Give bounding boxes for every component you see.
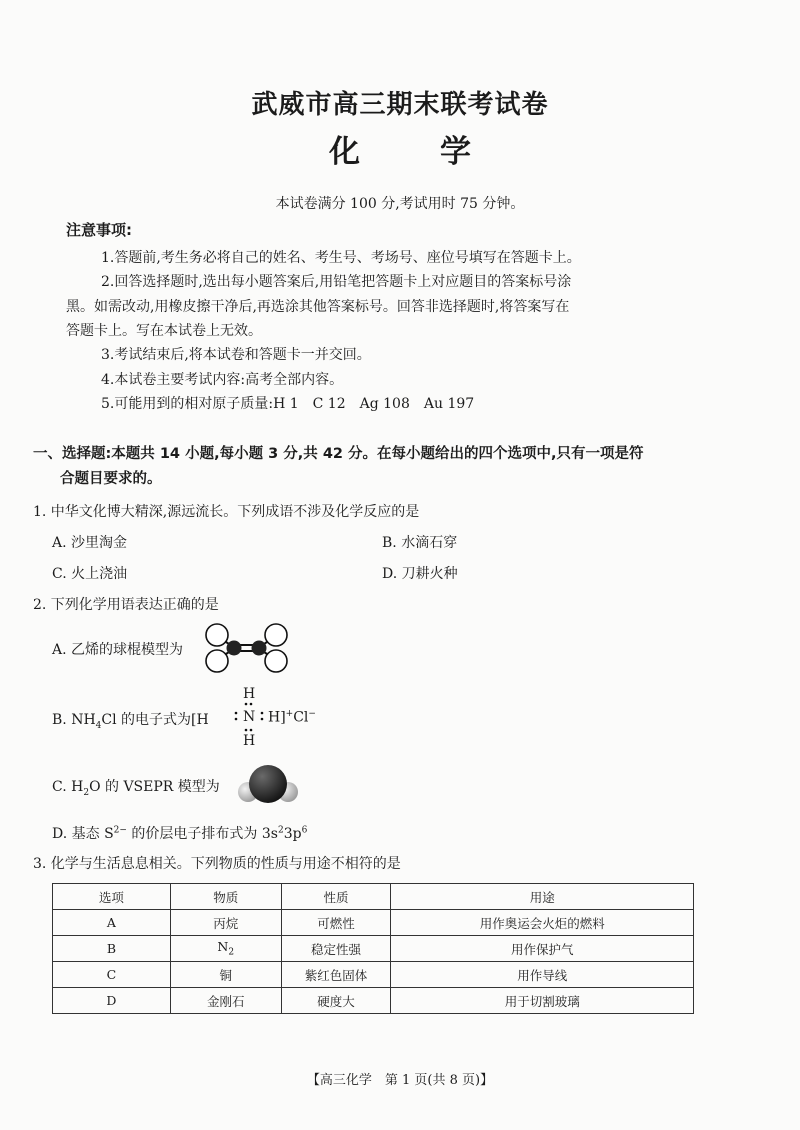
subject-char-2: 学 <box>440 134 471 170</box>
table-row <box>53 962 694 988</box>
note-item: 答题卡上。写在本试卷上无效。 <box>66 323 262 339</box>
q2-b-subscript: 4 <box>95 720 102 731</box>
subject-char-1: 化 <box>329 134 360 170</box>
ethylene-ball-stick-icon <box>201 622 293 674</box>
table-cell: 金刚石 <box>170 988 281 1014</box>
q2-d-sup3: 6 <box>301 825 308 836</box>
table-cell: 用作奥运会火炬的燃料 <box>391 910 694 936</box>
n2-main: N <box>217 939 229 955</box>
table-row <box>53 936 694 962</box>
q1-option-d: D. 刀耕火种 <box>382 566 458 582</box>
exam-title: 武威市高三期末联考试卷 <box>251 90 549 120</box>
question-1-stem: 1. 中华文化博大精深,源远流长。下列成语不涉及化学反应的是 <box>33 504 420 520</box>
table-cell: 用作导线 <box>391 962 694 988</box>
q2-b-prefix: B. NH <box>52 712 96 728</box>
note-item: 4.本试卷主要考试内容:高考全部内容。 <box>101 372 344 388</box>
table-header-row <box>53 884 694 910</box>
table-header: 性质 <box>281 884 391 910</box>
table-row <box>53 910 694 936</box>
table-header: 物质 <box>170 884 281 910</box>
q1-option-b: B. 水滴石穿 <box>382 535 458 551</box>
q2-c-rest: O 的 VSEPR 模型为 <box>89 779 220 795</box>
table-cell: 可燃性 <box>281 910 391 936</box>
q1-option-a: A. 沙里淘金 <box>52 535 128 551</box>
notes-heading: 注意事项: <box>66 221 132 239</box>
q2-b-minus: − <box>308 709 316 719</box>
q1-option-c: C. 火上浇油 <box>52 566 128 582</box>
note-item: 1.答题前,考生务必将自己的姓名、考生号、考场号、座位号填写在答题卡上。 <box>101 250 581 266</box>
subject-title <box>0 126 800 171</box>
table-header: 用途 <box>391 884 694 910</box>
q2-d-sup: 2− <box>113 825 127 836</box>
q2-d-prefix: D. 基态 S <box>52 826 114 842</box>
section-heading: 一、选择题:本题共 14 小题,每小题 3 分,共 42 分。在每小题给出的四个选项中,只有一项是符 <box>33 446 644 462</box>
table-cell: 紫红色固体 <box>281 962 391 988</box>
q2-option-c <box>52 776 220 798</box>
q2-d-sup2: 2 <box>277 825 284 836</box>
table-cell: 铜 <box>170 962 281 988</box>
q3-table <box>52 883 694 1014</box>
table-row <box>53 988 694 1014</box>
note-item: 5.可能用到的相对原子质量:H 1 C 12 Ag 108 Au 197 <box>101 396 475 412</box>
q2-b-plus: + <box>285 709 294 719</box>
table-cell <box>170 936 281 962</box>
water-vsepr-model-icon <box>236 764 304 806</box>
q2-option-b <box>52 709 209 731</box>
q2-c-prefix: C. H <box>52 779 84 795</box>
q2-b-n: N <box>243 709 256 725</box>
table-cell: 丙烷 <box>170 910 281 936</box>
q2-option-d <box>52 823 307 843</box>
section-heading-cont: 合题目要求的。 <box>60 471 162 487</box>
table-cell: C <box>53 962 171 988</box>
note-item: 2.回答选择题时,选出每小题答案后,用铅笔把答题卡上对应题目的答案标号涂 <box>101 274 572 290</box>
q2-d-mid2: 3p <box>283 826 302 842</box>
table-cell: 稳定性强 <box>281 936 391 962</box>
table-cell: A <box>53 910 171 936</box>
table-cell: 用于切割玻璃 <box>391 988 694 1014</box>
exam-info: 本试卷满分 100 分,考试用时 75 分钟。 <box>275 196 525 212</box>
question-2-stem: 2. 下列化学用语表达正确的是 <box>33 597 219 613</box>
note-item: 黑。如需改动,用橡皮擦干净后,再选涂其他答案标号。回答非选择题时,将答案写在 <box>66 299 570 315</box>
table-cell: B <box>53 936 171 962</box>
table-cell: 硬度大 <box>281 988 391 1014</box>
q2-c-subscript: 2 <box>83 787 90 798</box>
table-cell: 用作保护气 <box>391 936 694 962</box>
table-cell: D <box>53 988 171 1014</box>
electron-pair-dots <box>230 700 270 736</box>
q2-b-cl: Cl <box>293 709 309 726</box>
q2-option-a: A. 乙烯的球棍模型为 <box>52 642 184 658</box>
q2-b-mid: Cl 的电子式为[H <box>101 712 209 728</box>
question-3-stem: 3. 化学与生活息息相关。下列物质的性质与用途不相符的是 <box>33 856 401 872</box>
table-header: 选项 <box>53 884 171 910</box>
q2-b-h-top: H <box>243 686 256 702</box>
q2-d-mid: 的价层电子排布式为 3s <box>126 826 278 842</box>
page-footer: 【高三化学 第 1 页(共 8 页)】 <box>306 1073 494 1088</box>
n2-subscript: 2 <box>228 947 235 958</box>
q2-b-h-right <box>268 709 316 726</box>
q2-b-h-bottom: H <box>243 733 256 749</box>
note-item: 3.考试结束后,将本试卷和答题卡一并交回。 <box>101 347 371 363</box>
q2-b-h-bracket: H] <box>268 709 286 726</box>
